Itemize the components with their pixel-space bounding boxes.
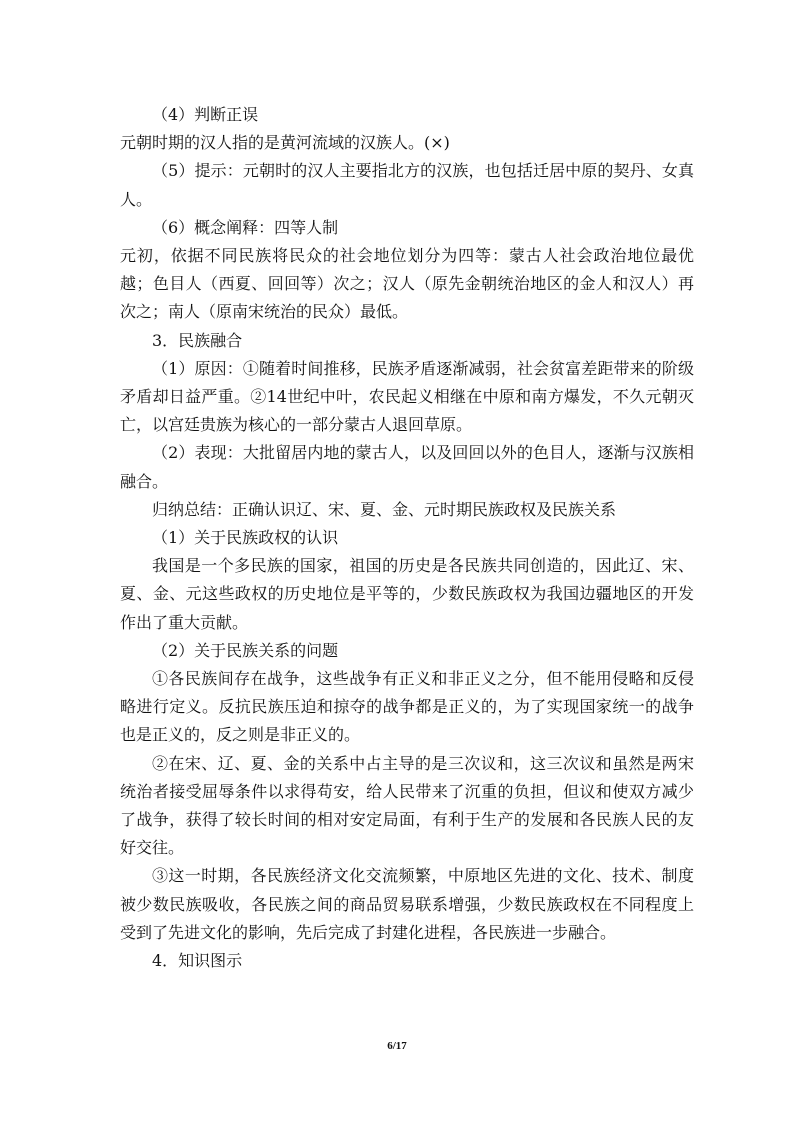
paragraph: 4．知识图示 xyxy=(152,951,243,971)
paragraph: 3．民族融合 xyxy=(152,330,243,350)
paragraph: 元朝时期的汉人指的是黄河流域的汉族人。(×) xyxy=(120,133,450,153)
paragraph: （4）判断正误 xyxy=(152,105,259,124)
paragraph: （2）关于民族关系的问题 xyxy=(152,640,339,660)
paragraph: 元初，依据不同民族将民众的社会地位划分为四等：蒙古人社会政治地位最优越；色目人（西夏、回回等）次之；汉人（原先金朝统治地区的金人和汉人）再次之；南人（原南宋统治的民众）最低。 xyxy=(120,246,694,322)
paragraph: （2）表现：大批留居内地的蒙古人，以及回回以外的色目人，逐渐与汉族相融合。 xyxy=(120,443,694,491)
paragraph: （6）概念阐释：四等人制 xyxy=(152,217,339,237)
paragraph: ②在宋、辽、夏、金的关系中占主导的是三次议和，这三次议和虽然是两宋统治者接受屈辱条件以求得苟安，给人民带来了沉重的负担，但议和使双方减少了战争，获得了较长时间的相对安定局面，有利于生产的发展和各民族人民的友好交往。 xyxy=(120,753,694,858)
document-body xyxy=(120,101,694,975)
paragraph: ③这一时期，各民族经济文化交流频繁，中原地区先进的文化、技术、制度被少数民族吸收，各民族之间的商品贸易联系增强，少数民族政权在不同程度上受到了先进文化的影响，先后完成了封建化进程，各民族进一步融合。 xyxy=(120,866,694,942)
paragraph: （5）提示：元朝时的汉人主要指北方的汉族，也包括迁居中原的契丹、女真人。 xyxy=(120,161,694,209)
paragraph: （1）关于民族政权的认识 xyxy=(152,528,339,548)
paragraph: ①各民族间存在战争，这些战争有正义和非正义之分，但不能用侵略和反侵略进行定义。反抗民族压迫和掠夺的战争都是正义的，为了实现国家统一的战争也是正义的，反之则是非正义的。 xyxy=(120,669,694,745)
page-number: 6/17 xyxy=(387,1040,407,1052)
paragraph: （1）原因：①随着时间推移，民族矛盾逐渐减弱，社会贫富差距带来的阶级矛盾却日益严重。②14世纪中叶，农民起义相继在中原和南方爆发，不久元朝灭亡，以宫廷贵族为核心的一部分蒙古人退回草原。 xyxy=(120,358,694,435)
paragraph: 归纳总结：正确认识辽、宋、夏、金、元时期民族政权及民族关系 xyxy=(152,499,617,519)
paragraph: 我国是一个多民族的国家，祖国的历史是各民族共同创造的，因此辽、宋、夏、金、元这些政权的历史地位是平等的，少数民族政权为我国边疆地区的开发作出了重大贡献。 xyxy=(120,556,694,632)
